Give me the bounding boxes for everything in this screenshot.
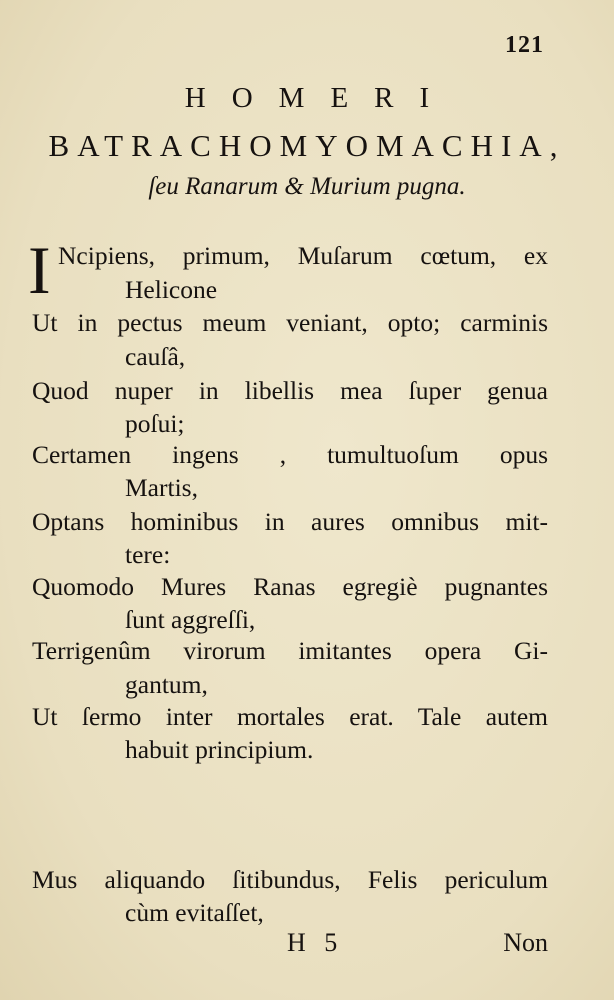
verse-line: Quomodo Mures Ranas egregiè pugnantes: [32, 572, 548, 601]
verse-line: habuit principium.: [125, 735, 314, 764]
verse-line: Helicone: [125, 275, 218, 304]
running-author: HOMERI: [184, 82, 456, 114]
verse-line: Ut ſermo inter mortales erat. Tale autem: [32, 702, 548, 731]
signature-mark: H 5: [287, 928, 344, 957]
catchword: Non: [503, 928, 548, 957]
verse-line: poſui;: [125, 409, 185, 438]
verse-line: Terrigenûm virorum imitantes opera Gi-: [32, 636, 548, 665]
verse-line: Certamen ingens , tumultuoſum opus: [32, 440, 548, 469]
page-title: BATRACHOMYOMACHIA,: [48, 128, 566, 163]
verse-line: ſunt aggreſſi,: [125, 605, 256, 634]
verse-line: cùm evitaſſet,: [125, 898, 264, 927]
drop-cap: I: [28, 232, 51, 308]
verse-line: Mus aliquando ſitibundus, Felis periculum: [32, 865, 548, 894]
verse-line: Ncipiens, primum, Muſarum cœtum, ex: [58, 241, 548, 270]
verse-line: Ut in pectus meum veniant, opto; carminis: [32, 308, 548, 337]
page-subtitle: ſeu Ranarum & Murium pugna.: [148, 173, 466, 200]
verse-line: Quod nuper in libellis mea ſuper genua: [32, 376, 548, 405]
verse-line: Martis,: [125, 473, 198, 502]
page-number: 121: [505, 32, 544, 58]
verse-line: Optans hominibus in aures omnibus mit-: [32, 507, 548, 536]
verse-line: tere:: [125, 540, 171, 569]
verse-line: gantum,: [125, 670, 208, 699]
verse-line: cauſâ,: [125, 342, 186, 371]
